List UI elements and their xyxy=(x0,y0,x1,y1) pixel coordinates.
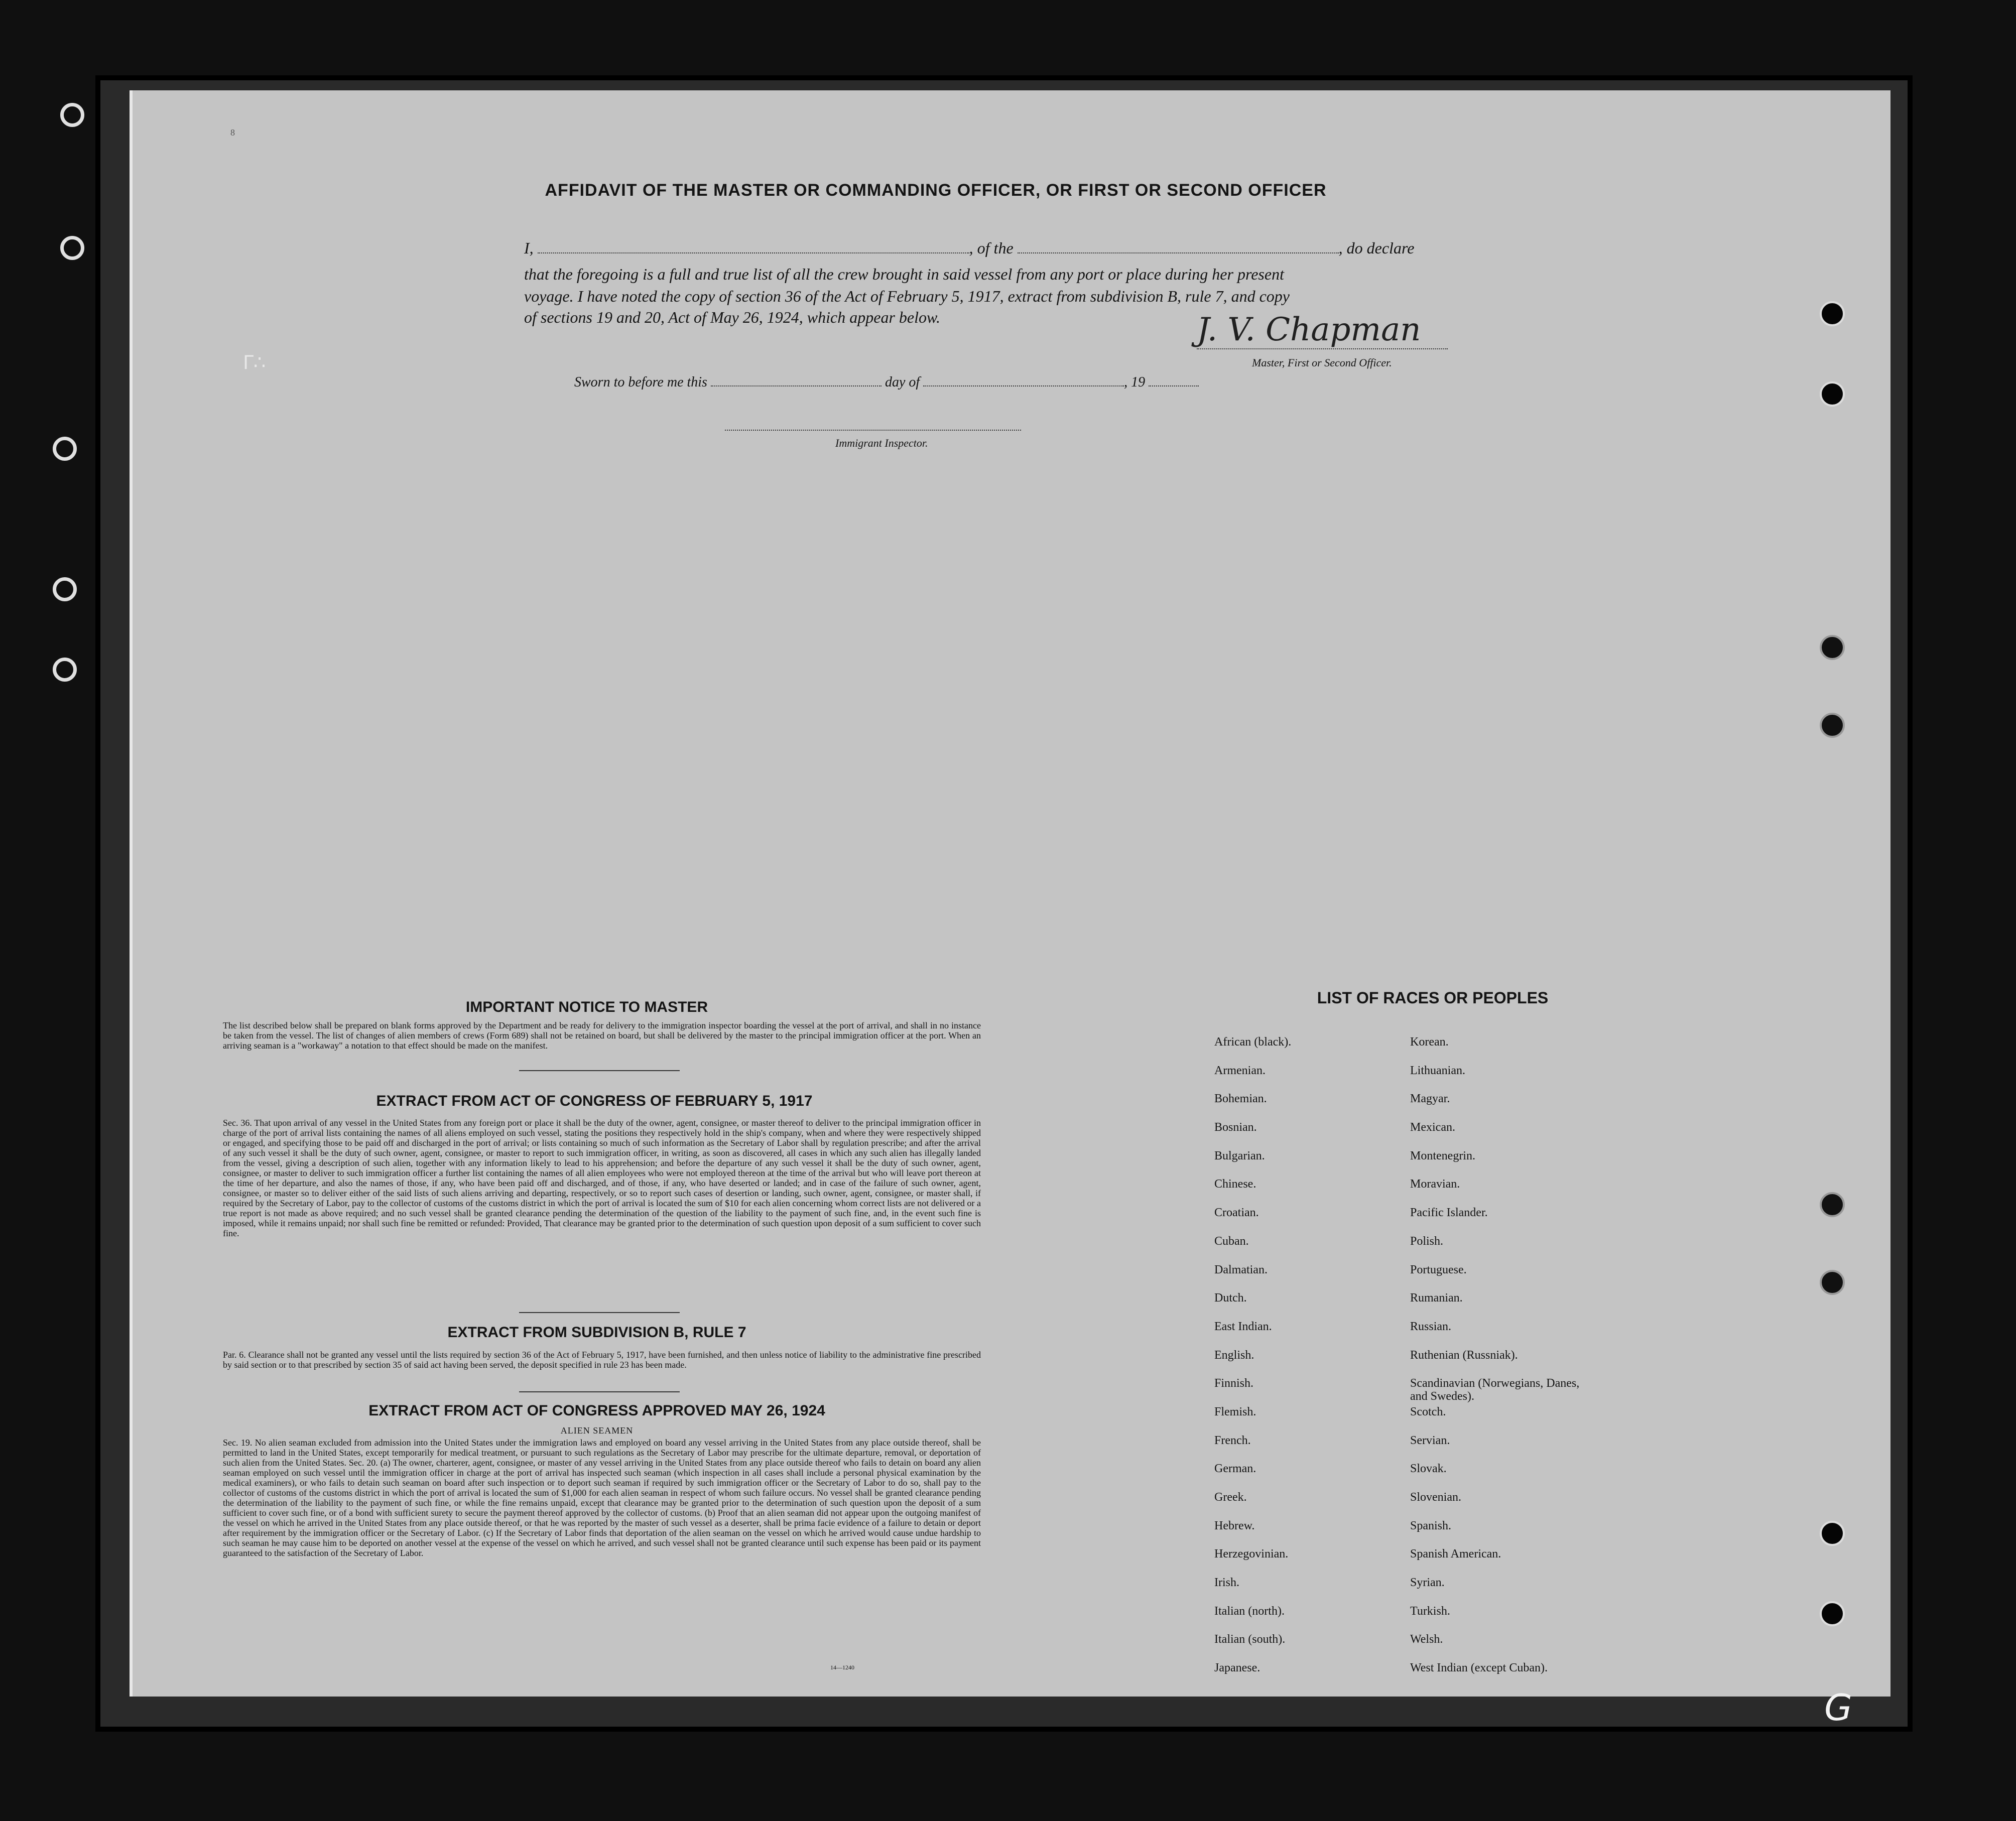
margin-mark xyxy=(60,236,84,260)
affidavit-line-3: voyage. I have noted the copy of section 36 of the Act of February 5, 1917, extract from subdivision B, rule 7, and copy xyxy=(524,287,1290,305)
form-number: 14—1240 xyxy=(830,1664,854,1671)
sworn-prefix: Sworn to before me this xyxy=(574,374,707,390)
notice-text: The list described below shall be prepared on blank forms approved by the Department and be ready for delivery to the immigration inspector boarding the vessel at the port of arrival, and shall in no instance be taken from the vessel. The list of changes of alien members of crews (Form 689) shall not be retained on board, but shall be delivered by the master to the principal immigration officer at the port. When an arriving seaman is a "workaway" a notation to that effect should be made on the manifest. xyxy=(223,1020,981,1051)
races-title: LIST OF RACES OR PEOPLES xyxy=(1317,989,1549,1007)
races-left-column xyxy=(1214,1035,1291,1690)
race-item: Cuban. xyxy=(1214,1234,1249,1248)
race-item: Ruthenian (Russniak). xyxy=(1410,1348,1518,1362)
race-item: Japanese. xyxy=(1214,1661,1261,1675)
race-item: Magyar. xyxy=(1410,1092,1450,1106)
race-item: Servian. xyxy=(1410,1434,1450,1447)
race-item: Slovak. xyxy=(1410,1462,1447,1476)
race-item: German. xyxy=(1214,1462,1256,1476)
race-item: Moravian. xyxy=(1410,1178,1460,1191)
race-item: Italian (south). xyxy=(1214,1633,1286,1646)
inspector-caption: Immigrant Inspector. xyxy=(835,437,928,449)
signature-caption: Master, First or Second Officer. xyxy=(1252,356,1392,369)
margin-mark xyxy=(60,103,84,127)
page-mark: 8 xyxy=(230,127,235,138)
race-item: Bohemian. xyxy=(1214,1092,1267,1106)
binder-hole xyxy=(1820,1601,1845,1626)
race-item: Lithuanian. xyxy=(1410,1064,1465,1077)
margin-mark xyxy=(53,577,77,601)
race-item: Slovenian. xyxy=(1410,1491,1461,1504)
race-item: Spanish American. xyxy=(1410,1547,1501,1561)
race-item: Italian (north). xyxy=(1214,1604,1285,1618)
race-item: English. xyxy=(1214,1348,1254,1362)
race-item: Korean. xyxy=(1410,1035,1449,1049)
binder-hole xyxy=(1820,1192,1845,1217)
affidavit-i: I, xyxy=(524,239,534,257)
race-item: Hebrew. xyxy=(1214,1519,1255,1532)
affidavit-line-2: that the foregoing is a full and true list of all the crew brought in said vessel from any port or place during her present xyxy=(524,265,1284,283)
year-blank[interactable] xyxy=(1149,374,1199,386)
act-1917-title: EXTRACT FROM ACT OF CONGRESS OF FEBRUARY 5, 1917 xyxy=(376,1093,813,1109)
margin-mark xyxy=(53,437,77,461)
act-1924-title: EXTRACT FROM ACT OF CONGRESS APPROVED MAY 26, 1924 xyxy=(368,1402,825,1419)
corner-mark: G xyxy=(1824,1686,1852,1729)
affidavit-of-the: , of the xyxy=(969,239,1014,257)
binder-hole xyxy=(1820,1521,1845,1546)
race-item: Flemish. xyxy=(1214,1405,1256,1418)
act-1924-text: Sec. 19. No alien seaman excluded from admission into the United States under the immigration laws and employed on board any vessel arriving in the United States from any place outside thereof, shall be permitted to land in the United States, except temporarily for medical treatment, or pursuant to such regulations as the Secretary of Labor may prescribe for the ultimate departure, removal, or deportation of such alien from the United States. Sec. 20. (a) The owner, charterer, agent, consignee, or master of any vessel arriving in the United States from any place outside thereof who fails to detain on board any alien seaman employed on such vessel until the immigration officer in charge at the port of arrival has inspected such seaman (which inspection in all cases shall include a personal physical examination by the medical examiners), or who fails to detain such seaman on board after such inspection or to deport such seaman if required by such immigration officer or the Secretary of Labor to do so, shall pay to the collector of customs of the customs district in which the port of arrival is located the sum of $1,000 for each alien seaman in respect of whom such failure occurs. No vessel shall be granted clearance pending the determination of the liability to the payment of such fine, or while the fine remains unpaid, except that clearance may be granted prior to the determination of such question upon the deposit of a sum sufficient to cover such fine, or of a bond with sufficient surety to secure the payment thereof approved by the collector of customs. (b) Proof that an alien seaman did not appear upon the outgoing manifest of the vessel on which he arrived in the United States from any place outside thereof, or that he was reported by the master of such vessel as a deserter, shall be prima facie evidence of a failure to detain or deport after requirement by the immigration officer or the Secretary of Labor. (c) If the Secretary of Labor finds that deportation of the alien seaman on the vessel on which he arrived would cause undue hardship to such seaman he may cause him to be deported on another vessel at the expense of the vessel on which he arrived, and such vessel shall not be granted clearance until such expense has been paid or its payment guaranteed to the satisfaction of the Secretary of Labor. xyxy=(223,1438,981,1558)
race-item: Croatian. xyxy=(1214,1206,1259,1220)
race-item: Portuguese. xyxy=(1410,1263,1467,1276)
binder-hole xyxy=(1820,635,1845,660)
binder-hole xyxy=(1820,381,1845,407)
binder-hole xyxy=(1820,713,1845,738)
divider xyxy=(519,1070,680,1071)
race-item: Dutch. xyxy=(1214,1291,1247,1305)
rule7-title: EXTRACT FROM SUBDIVISION B, RULE 7 xyxy=(447,1324,746,1341)
affidavit-title: AFFIDAVIT OF THE MASTER OR COMMANDING OFFICER, OR FIRST OR SECOND OFFICER xyxy=(545,181,1327,200)
margin-scribble: ᒥ∴ xyxy=(243,351,266,373)
race-item: Scandinavian (Norwegians, Danes, and Swedes). xyxy=(1410,1377,1580,1403)
sworn-year: , 19 xyxy=(1124,374,1146,390)
race-item: Dalmatian. xyxy=(1214,1263,1268,1276)
race-item: Rumanian. xyxy=(1410,1291,1463,1305)
alien-seamen-heading: ALIEN SEAMEN xyxy=(560,1425,634,1436)
sworn-line xyxy=(574,374,1199,391)
divider xyxy=(519,1312,680,1313)
race-item: Irish. xyxy=(1214,1576,1239,1590)
act-1917-text: Sec. 36. That upon arrival of any vessel in the United States from any foreign port or place it shall be the duty of the owner, agent, consignee, or master thereof to deliver to the principal immigration officer in charge of the port of arrival lists containing the names of all aliens employed on such vessel, stating the positions they respectively hold in the ship's company, when and where they were respectively shipped or engaged, and specifying those to be paid off and discharged in the port of arrival; or lists containing so much of such information as the Secretary of Labor shall by regulation prescribe; and after the arrival of any such vessel it shall be the duty of such owner, agent, consignee, or master to report to such immigration officer, in writing, as soon as discovered, all cases in which any such alien has illegally landed from the vessel, giving a description of such alien, together with any information likely to lead to his apprehension; and before the departure of any such vessel it shall be the duty of such owner, agent, consignee, or master to deliver to such immigration officer a further list containing the names of all alien employees who were not employed thereon at the time of the arrival but who will leave port thereon at the time of her departure, and also the names of those, if any, who have been paid off and discharged, and of those, if any, who have deserted or landed; and in case of the failure of such owner, agent, consignee, or master so to deliver either of the said lists of such aliens arriving and departing, respectively, or so to report such cases of desertion or landing, such owner, agent, consignee, or master shall, if required by the Secretary of Labor, pay to the collector of customs of the customs district in which the port of arrival is located the sum of $10 for each alien concerning whom correct lists are not delivered or a true report is not made as above required; and no such vessel shall be granted clearance pending the determination of the question of the liability to the payment of such fine, and, in the event such fine is imposed, while it remains unpaid; nor shall such fine be remitted or refunded: Provided, That clearance may be granted prior to the determination of such question upon deposit of a sum sufficient to cover such fine. xyxy=(223,1118,981,1238)
race-item: French. xyxy=(1214,1434,1251,1447)
race-item: Turkish. xyxy=(1410,1604,1450,1618)
name-blank[interactable] xyxy=(538,241,969,253)
sworn-day: day of xyxy=(885,374,920,390)
race-item: Syrian. xyxy=(1410,1576,1445,1590)
day-blank[interactable] xyxy=(711,374,881,386)
race-item: Herzegovinian. xyxy=(1214,1547,1289,1561)
race-item: Bosnian. xyxy=(1214,1121,1257,1134)
affidavit-declare: , do declare xyxy=(1338,239,1415,257)
race-item: West Indian (except Cuban). xyxy=(1410,1661,1548,1675)
race-item: Greek. xyxy=(1214,1491,1247,1504)
races-right-column xyxy=(1410,1035,1591,1690)
race-item: Welsh. xyxy=(1410,1633,1443,1646)
race-item: Chinese. xyxy=(1214,1178,1256,1191)
binder-hole xyxy=(1820,1270,1845,1295)
race-item: Russian. xyxy=(1410,1320,1452,1333)
race-item: Mexican. xyxy=(1410,1121,1455,1134)
affidavit-declaration-line xyxy=(524,239,1628,257)
race-item: Bulgarian. xyxy=(1214,1149,1265,1162)
race-item: Montenegrin. xyxy=(1410,1149,1475,1162)
month-blank[interactable] xyxy=(923,374,1124,386)
margin-mark xyxy=(53,658,77,682)
affidavit-line-4: of sections 19 and 20, Act of May 26, 1924, which appear below. xyxy=(524,308,940,326)
race-item: Finnish. xyxy=(1214,1377,1254,1390)
rule7-text: Par. 6. Clearance shall not be granted any vessel until the lists required by section 36 of the Act of February 5, 1917, have been furnished, and then unless notice of liability to the administrative fine prescribed by said section or to that prescribed by section 35 of said act having been served, the deposit specified in rule 23 has been made. xyxy=(223,1350,981,1370)
race-item: East Indian. xyxy=(1214,1320,1272,1333)
race-item: Armenian. xyxy=(1214,1064,1266,1077)
master-signature: J. V. Chapman xyxy=(1197,311,1448,349)
race-item: Pacific Islander. xyxy=(1410,1206,1488,1220)
inspector-signature-blank[interactable] xyxy=(725,430,1021,431)
notice-title: IMPORTANT NOTICE TO MASTER xyxy=(465,999,708,1015)
binder-hole xyxy=(1820,301,1845,326)
race-item: Spanish. xyxy=(1410,1519,1452,1532)
race-item: African (black). xyxy=(1214,1035,1292,1049)
document-page xyxy=(130,90,1891,1729)
divider xyxy=(519,1391,680,1392)
race-item: Scotch. xyxy=(1410,1405,1446,1418)
race-item: Polish. xyxy=(1410,1234,1444,1248)
vessel-blank[interactable] xyxy=(1018,241,1339,253)
